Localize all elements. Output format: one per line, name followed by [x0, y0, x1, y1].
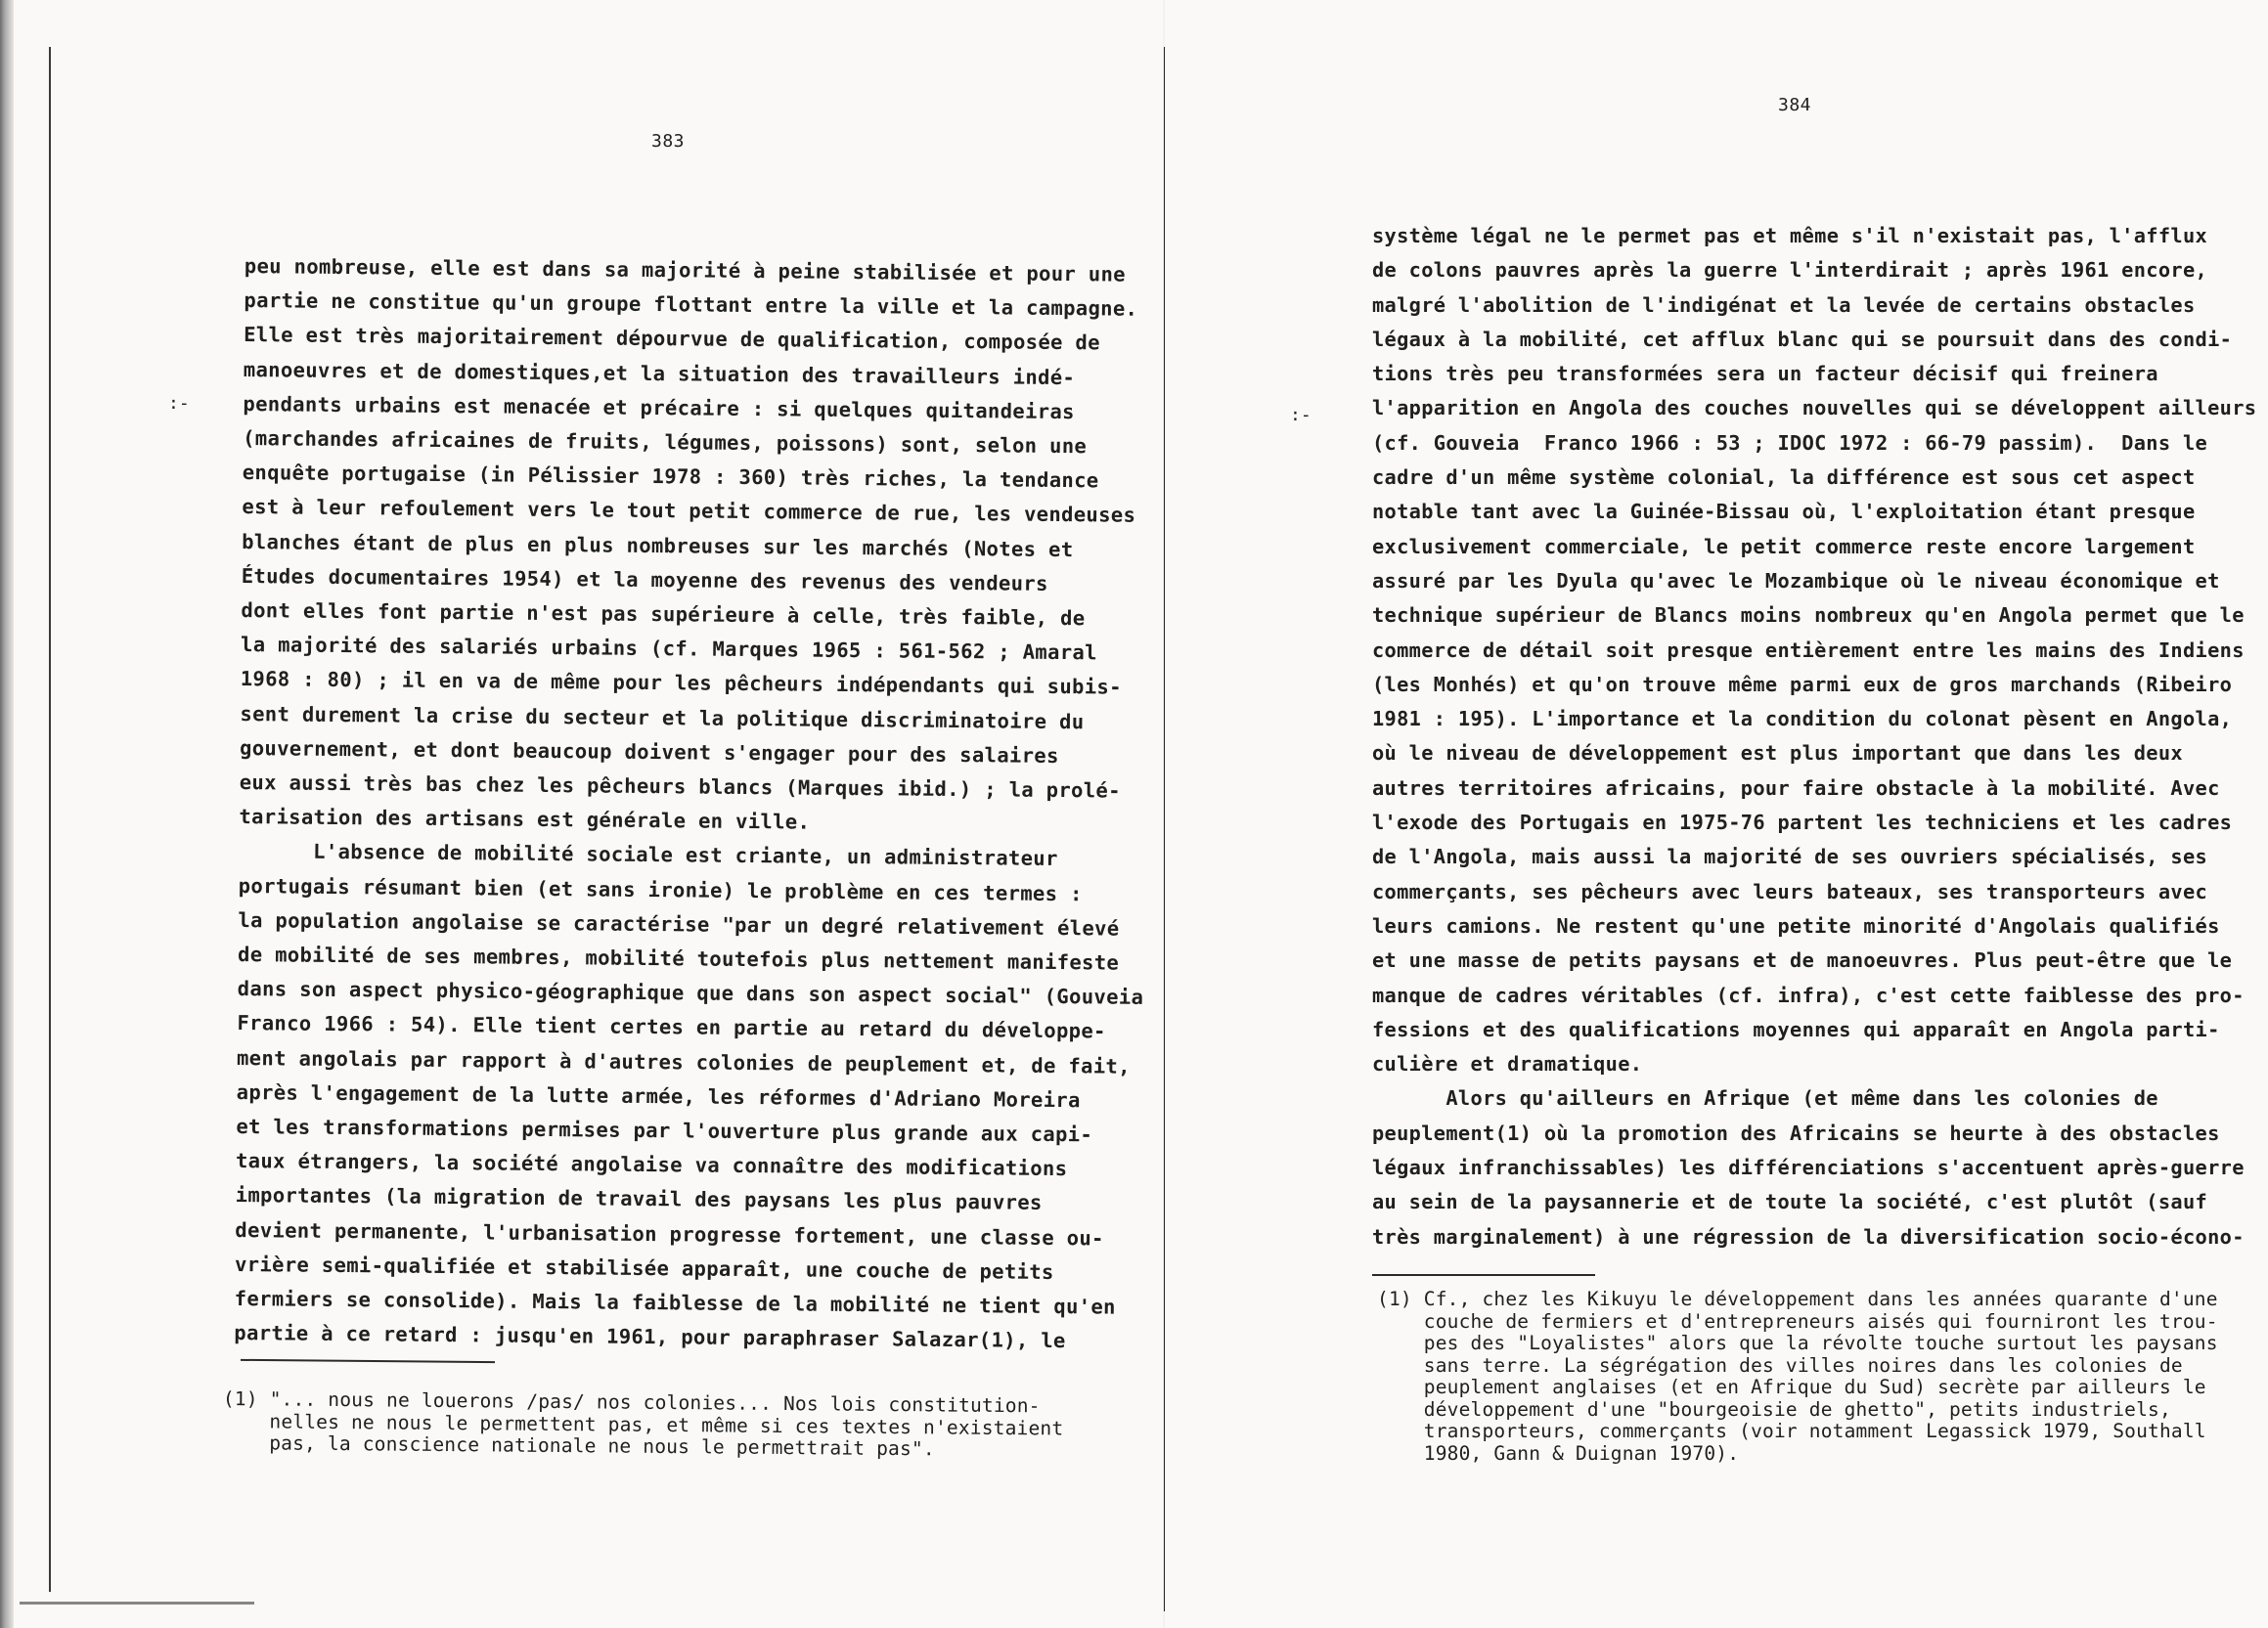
footnote-line: (1) Cf., chez les Kikuyu le développement dans les années quarante d'une — [1377, 1288, 2218, 1310]
text-line: commerçants, ses pêcheurs avec leurs bateaux, ses transporteurs avec — [1372, 879, 2208, 903]
body-text — [1372, 219, 2257, 1254]
text-line: commerce de détail soit presque entièrement entre les mains des Indiens — [1372, 638, 2245, 662]
scan-streak — [20, 1602, 254, 1605]
text-line: 1968 : 80) ; il en va de même pour les pêcheurs indépendants qui subis- — [240, 667, 1122, 700]
right-page — [1165, 0, 2268, 1628]
footnote-line: nelles ne nous le permettent pas, et même si ces textes n'existaient — [222, 1409, 1064, 1440]
footnote-line: transporteurs, commerçants (voir notamment Legassick 1979, Southall — [1377, 1420, 2206, 1442]
text-line: Études documentaires 1954) et la moyenne des revenus des vendeurs — [241, 563, 1048, 595]
text-line: dans son aspect physico-géographique que dans son aspect social" (Gouveia — [237, 977, 1144, 1010]
footnote — [222, 1388, 1123, 1463]
footnote-line: couche de fermiers et d'entrepreneurs aisés qui fourniront les trou- — [1377, 1309, 2218, 1333]
text-line: tions très peu transformées sera un facteur décisif qui freinera — [1372, 362, 2158, 386]
text-line: blanches étant de plus en plus nombreuses sur les marchés (Notes et — [242, 529, 1074, 561]
footnote-line: développement d'une "bourgeoisie de ghetto", petits industriels, — [1377, 1397, 2171, 1421]
text-line: assuré par les Dyula qu'avec le Mozambique où le niveau économique et — [1372, 568, 2220, 593]
text-line: malgré l'abolition de l'indigénat et la levée de certains obstacles — [1372, 292, 2196, 317]
text-line: au sein de la paysannerie et de toute la société, c'est plutôt (sauf — [1372, 1190, 2208, 1214]
text-line: autres territoires africains, pour faire obstacle à la mobilité. Avec — [1372, 775, 2220, 800]
text-line: exclusivement commerciale, le petit commerce reste encore largement — [1372, 534, 2196, 558]
text-line: très marginalement) à une régression de la diversification socio-écono- — [1372, 1224, 2245, 1249]
text-line: de mobilité de ses membres, mobilité toutefois plus nettement manifeste — [237, 943, 1120, 975]
text-line: eux aussi très bas chez les pêcheurs blancs (Marques ibid.) ; la prolé- — [239, 770, 1121, 803]
text-line: (les Monhés) et qu'on trouve même parmi eux de gros marchands (Ribeiro — [1372, 672, 2233, 696]
text-line: de l'Angola, mais aussi la majorité de ses ouvriers spécialisés, ses — [1372, 845, 2208, 869]
text-line: l'apparition en Angola des couches nouvelles qui se développent ailleurs — [1372, 396, 2257, 420]
margin-mark: :- — [168, 393, 190, 414]
text-line: technique supérieur de Blancs moins nombreux qu'en Angola permet que le — [1372, 603, 2245, 628]
footnote-line: pes des "Loyalistes" alors que la révolte touche surtout les paysans — [1377, 1332, 2218, 1354]
text-line: devient permanente, l'urbanisation progresse fortement, une classe ou- — [235, 1217, 1104, 1251]
text-line: légaux infranchissables) les différenciations s'accentuent après-guerre — [1372, 1156, 2245, 1180]
text-line: Alors qu'ailleurs en Afrique (et même dans les colonies de — [1372, 1086, 2158, 1111]
text-line: enquête portugaise (in Pélissier 1978 : 360) très riches, la tendance — [242, 461, 1099, 493]
margin-mark: :- — [1290, 405, 1312, 425]
text-line: de colons pauvres après la guerre l'interdirait ; après 1961 encore, — [1372, 258, 2208, 283]
text-line: gouvernement, et dont beaucoup doivent s'engager pour des salaires — [239, 735, 1059, 768]
text-line: portugais résumant bien (et sans ironie) le problème en ces termes : — [238, 873, 1083, 905]
text-line: où le niveau de développement est plus important que dans les deux — [1372, 741, 2183, 766]
text-line: L'absence de mobilité sociale est criante, un administrateur — [238, 839, 1058, 871]
text-line: peu nombreuse, elle est dans sa majorité à peine stabilisée et pour une — [244, 253, 1127, 286]
text-line: manoeuvres et de domestiques,et la situation des travailleurs indé- — [243, 357, 1076, 389]
text-line: 1981 : 195). L'importance et la condition du colonat pèsent en Angola, — [1372, 707, 2233, 731]
page-number: 383 — [651, 131, 686, 152]
body-text — [234, 249, 1144, 1359]
text-line: notable tant avec la Guinée-Bissau où, l'exploitation étant presque — [1372, 500, 2196, 524]
text-line: l'exode des Portugais en 1975-76 partent les techniciens et les cadres — [1372, 811, 2233, 835]
footnote-separator — [1372, 1274, 1595, 1276]
footnote-line: 1980, Gann & Duignan 1970). — [1377, 1441, 1740, 1465]
footnote-line: sans terre. La ségrégation des villes noires dans les colonies de — [1377, 1353, 2183, 1377]
text-line: la population angolaise se caractérise "par un degré relativement élevé — [238, 907, 1120, 941]
text-line: et les transformations permises par l'ouverture plus grande aux capi- — [236, 1115, 1093, 1147]
text-line: après l'engagement de la lutte armée, les réformes d'Adriano Moreira — [236, 1079, 1081, 1113]
text-line: fermiers se consolide). Mais la faiblesse de la mobilité ne tient qu'en — [234, 1287, 1116, 1319]
text-line: partie à ce retard : jusqu'en 1961, pour paraphraser Salazar(1), le — [234, 1321, 1066, 1353]
text-line: sent durement la crise du secteur et la politique discriminatoire du — [240, 701, 1085, 733]
text-line: vrière semi-qualifiée et stabilisée apparaît, une couche de petits — [234, 1252, 1054, 1284]
text-line: la majorité des salariés urbains (cf. Marques 1965 : 561-562 ; Amaral — [241, 633, 1097, 665]
text-line: tarisation des artisans est générale en ville. — [239, 805, 811, 834]
text-line: manque de cadres véritables (cf. infra), c'est cette faiblesse des pro- — [1372, 983, 2245, 1007]
text-line: culière et dramatique. — [1372, 1052, 1643, 1077]
page-border-line — [49, 47, 51, 1592]
text-line: Elle est très majoritairement dépourvue de qualification, composée de — [244, 323, 1101, 355]
text-line: pendants urbains est menacée et précaire : si quelques quitandeiras — [243, 391, 1075, 423]
text-line: cadre d'un même système colonial, la différence est sous cet aspect — [1372, 465, 2196, 490]
text-line: Franco 1966 : 54). Elle tient certes en partie au retard du développe- — [237, 1011, 1106, 1043]
text-line: peuplement(1) où la promotion des Africains se heurte à des obstacles — [1372, 1121, 2220, 1145]
left-page — [14, 0, 1163, 1628]
scan-edge-shadow — [0, 0, 14, 1628]
text-line: (marchandes africaines de fruits, légumes, poissons) sont, selon une — [243, 426, 1088, 459]
text-line: est à leur refoulement vers le tout petit commerce de rue, les vendeuses — [242, 495, 1136, 528]
text-line: ment angolais par rapport à d'autres colonies de peuplement et, de fait, — [236, 1045, 1131, 1078]
footnote — [1377, 1289, 2247, 1465]
text-line: leurs camions. Ne restent qu'une petite minorité d'Angolais qualifiés — [1372, 913, 2220, 938]
text-line: légaux à la mobilité, cet afflux blanc qui se poursuit dans des condi- — [1372, 327, 2233, 351]
text-line: partie ne constitue qu'un groupe flottant entre la ville et la campagne. — [244, 288, 1138, 321]
footnote-line: pas, la conscience nationale ne nous le permettrait pas". — [222, 1430, 935, 1461]
text-line: dont elles font partie n'est pas supérieure à celle, très faible, de — [241, 598, 1086, 631]
page-number: 384 — [1778, 95, 1812, 115]
text-line: (cf. Gouveia Franco 1966 : 53 ; IDOC 1972 : 66-79 passim). Dans le — [1372, 430, 2208, 455]
text-line: et une masse de petits paysans et de manoeuvres. Plus peut-être que le — [1372, 948, 2233, 973]
footnote-separator — [241, 1359, 495, 1363]
text-line: système légal ne le permet pas et même s'il n'existait pas, l'afflux — [1372, 224, 2208, 247]
footnote-line: (1) "... nous ne louerons /pas/ nos colonies... Nos lois constitution- — [222, 1387, 1041, 1418]
text-line: taux étrangers, la société angolaise va connaître des modifications — [235, 1149, 1068, 1181]
footnote-line: peuplement anglaises (et en Afrique du Sud) secrète par ailleurs le — [1377, 1376, 2206, 1398]
text-line: fessions et des qualifications moyennes qui apparaît en Angola parti- — [1372, 1017, 2220, 1041]
text-line: importantes (la migration de travail des paysans les plus pauvres — [235, 1183, 1043, 1215]
